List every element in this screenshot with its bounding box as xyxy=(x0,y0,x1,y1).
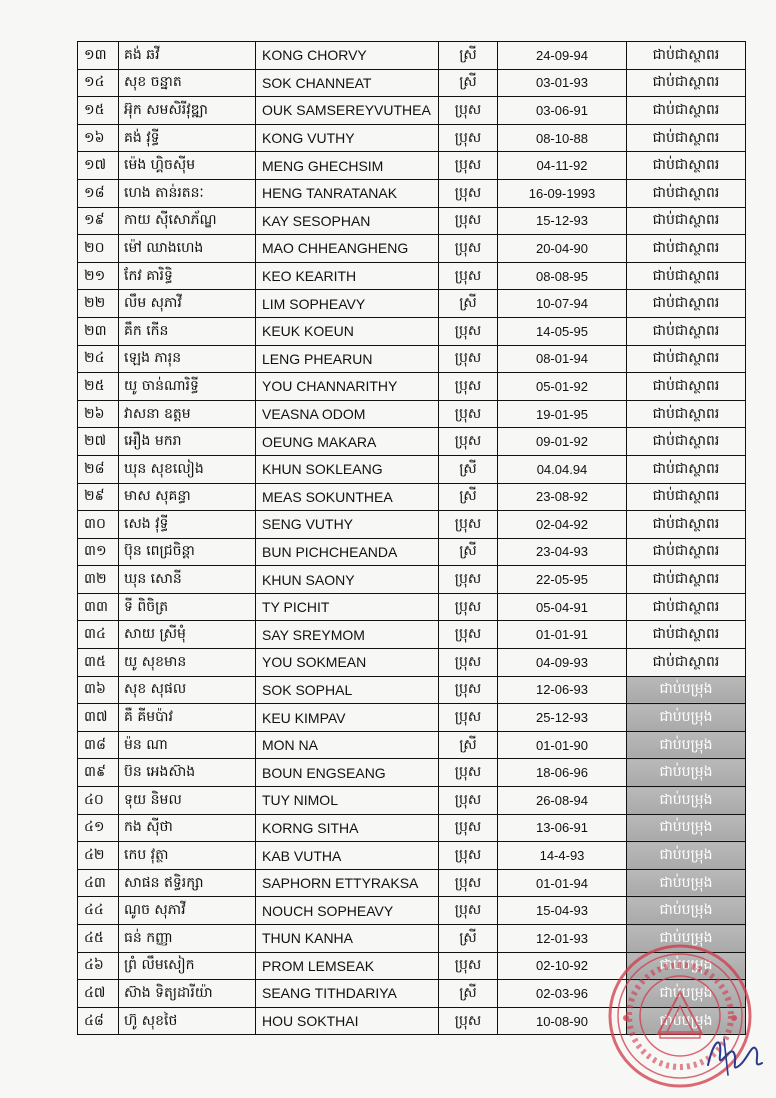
cell-khmer-name: ហេង តាន់រតនៈ xyxy=(119,179,256,207)
cell-khmer-name: សាយ ស្រីមុំ xyxy=(119,621,256,649)
cell-khmer-name: ទុយ និមល xyxy=(119,787,256,815)
cell-date-of-birth: 02-04-92 xyxy=(498,511,627,539)
table-row xyxy=(78,373,746,401)
cell-number: ៣៤ xyxy=(78,621,119,649)
cell-sex: ប្រុស xyxy=(439,952,498,980)
cell-latin-name: SAPHORN ETTYRAKSA xyxy=(256,869,439,897)
cell-number: ១៦ xyxy=(78,124,119,152)
table-row xyxy=(78,704,746,732)
cell-khmer-name: សាផន ឥទ្ធិរក្សា xyxy=(119,869,256,897)
cell-date-of-birth: 22-05-95 xyxy=(498,566,627,594)
cell-khmer-name: ធន់ កញ្ញា xyxy=(119,925,256,953)
cell-status: ជាប់ជាស្ថាពរ xyxy=(627,649,746,677)
table-row xyxy=(78,649,746,677)
cell-latin-name: KEU KIMPAV xyxy=(256,704,439,732)
table-row xyxy=(78,97,746,125)
cell-khmer-name: សុខ ចន្នាត xyxy=(119,69,256,97)
cell-latin-name: KONG VUTHY xyxy=(256,124,439,152)
table-row xyxy=(78,400,746,428)
cell-date-of-birth: 14-05-95 xyxy=(498,317,627,345)
cell-date-of-birth: 16-09-1993 xyxy=(498,179,627,207)
cell-date-of-birth: 03-01-93 xyxy=(498,69,627,97)
cell-status: ជាប់ជាស្ថាពរ xyxy=(627,290,746,318)
table-row xyxy=(78,317,746,345)
table-row xyxy=(78,566,746,594)
cell-latin-name: HENG TANRATANAK xyxy=(256,179,439,207)
cell-number: ២១ xyxy=(78,262,119,290)
cell-latin-name: TUY NIMOL xyxy=(256,787,439,815)
cell-latin-name: THUN KANHA xyxy=(256,925,439,953)
cell-khmer-name: ព្រំ លឹមសៀក xyxy=(119,952,256,980)
cell-number: ២៥ xyxy=(78,373,119,401)
cell-date-of-birth: 08-01-94 xyxy=(498,345,627,373)
cell-latin-name: KHUN SAONY xyxy=(256,566,439,594)
cell-date-of-birth: 15-12-93 xyxy=(498,207,627,235)
table-row xyxy=(78,262,746,290)
cell-number: ៣៣ xyxy=(78,593,119,621)
cell-latin-name: YOU CHANNARITHY xyxy=(256,373,439,401)
cell-khmer-name: ឃុន សុខលៀង xyxy=(119,455,256,483)
cell-status: ជាប់ជាស្ថាពរ xyxy=(627,262,746,290)
cell-number: ២៩ xyxy=(78,483,119,511)
cell-sex: ប្រុស xyxy=(439,759,498,787)
cell-latin-name: KORNG SITHA xyxy=(256,814,439,842)
cell-sex: ប្រុស xyxy=(439,179,498,207)
cell-number: ៤៨ xyxy=(78,1007,119,1035)
cell-sex: ប្រុស xyxy=(439,593,498,621)
cell-status: ជាប់ជាស្ថាពរ xyxy=(627,69,746,97)
cell-khmer-name: កេប វុត្ថា xyxy=(119,842,256,870)
cell-sex: ប្រុស xyxy=(439,428,498,456)
cell-khmer-name: គង់ ឆវី xyxy=(119,42,256,70)
cell-latin-name: MAO CHHEANGHENG xyxy=(256,235,439,263)
cell-khmer-name: វាសនា ឧត្តម xyxy=(119,400,256,428)
cell-date-of-birth: 08-08-95 xyxy=(498,262,627,290)
cell-khmer-name: លឹម សុភាវី xyxy=(119,290,256,318)
cell-date-of-birth: 08-10-88 xyxy=(498,124,627,152)
cell-latin-name: LIM SOPHEAVY xyxy=(256,290,439,318)
cell-date-of-birth: 25-12-93 xyxy=(498,704,627,732)
cell-khmer-name: ណូច សុភាវី xyxy=(119,897,256,925)
cell-date-of-birth: 23-08-92 xyxy=(498,483,627,511)
cell-date-of-birth: 05-04-91 xyxy=(498,593,627,621)
cell-number: ៤៦ xyxy=(78,952,119,980)
cell-latin-name: BOUN ENGSEANG xyxy=(256,759,439,787)
cell-khmer-name: កាយ ស៊ីសោភ័ណ្ឌ xyxy=(119,207,256,235)
results-table-body xyxy=(78,42,746,1035)
cell-khmer-name: ស៊ាង ទិត្យដារីយ៉ា xyxy=(119,980,256,1008)
cell-status: ជាប់បម្រុង xyxy=(627,704,746,732)
cell-date-of-birth: 26-08-94 xyxy=(498,787,627,815)
cell-number: ៣១ xyxy=(78,538,119,566)
cell-date-of-birth: 15-04-93 xyxy=(498,897,627,925)
cell-number: ៣៧ xyxy=(78,704,119,732)
cell-sex: ស្រី xyxy=(439,925,498,953)
cell-sex: ប្រុស xyxy=(439,373,498,401)
cell-sex: ប្រុស xyxy=(439,345,498,373)
cell-date-of-birth: 03-06-91 xyxy=(498,97,627,125)
cell-khmer-name: ទី ពិចិត្រ xyxy=(119,593,256,621)
table-row xyxy=(78,593,746,621)
table-row xyxy=(78,483,746,511)
cell-latin-name: VEASNA ODOM xyxy=(256,400,439,428)
cell-status: ជាប់ជាស្ថាពរ xyxy=(627,566,746,594)
cell-latin-name: SEANG TITHDARIYA xyxy=(256,980,439,1008)
cell-number: ១៩ xyxy=(78,207,119,235)
cell-latin-name: HOU SOKTHAI xyxy=(256,1007,439,1035)
cell-status: ជាប់បម្រុង xyxy=(627,869,746,897)
cell-number: ២០ xyxy=(78,235,119,263)
cell-date-of-birth: 13-06-91 xyxy=(498,814,627,842)
cell-number: ២៤ xyxy=(78,345,119,373)
cell-latin-name: OUK SAMSEREYVUTHEA xyxy=(256,97,439,125)
cell-khmer-name: ឃុន សោនី xyxy=(119,566,256,594)
cell-status: ជាប់បម្រុង xyxy=(627,731,746,759)
results-table xyxy=(77,41,746,1035)
cell-latin-name: SOK SOPHAL xyxy=(256,676,439,704)
cell-status: ជាប់ជាស្ថាពរ xyxy=(627,317,746,345)
cell-status: ជាប់បម្រុង xyxy=(627,787,746,815)
cell-number: ៣២ xyxy=(78,566,119,594)
cell-latin-name: NOUCH SOPHEAVY xyxy=(256,897,439,925)
cell-sex: ប្រុស xyxy=(439,897,498,925)
table-row xyxy=(78,787,746,815)
cell-date-of-birth: 04-09-93 xyxy=(498,649,627,677)
cell-latin-name: TY PICHIT xyxy=(256,593,439,621)
table-row xyxy=(78,124,746,152)
cell-latin-name: YOU SOKMEAN xyxy=(256,649,439,677)
cell-status: ជាប់បម្រុង xyxy=(627,814,746,842)
cell-status: ជាប់បម្រុង xyxy=(627,980,746,1008)
cell-status: ជាប់ជាស្ថាពរ xyxy=(627,511,746,539)
cell-sex: ប្រុស xyxy=(439,842,498,870)
cell-sex: ប្រុស xyxy=(439,262,498,290)
table-row xyxy=(78,455,746,483)
cell-number: ១៤ xyxy=(78,69,119,97)
cell-sex: ប្រុស xyxy=(439,235,498,263)
cell-khmer-name: កែវ គារិទ្ធិ xyxy=(119,262,256,290)
cell-number: ៣៨ xyxy=(78,731,119,759)
cell-sex: ប្រុស xyxy=(439,787,498,815)
cell-sex: ស្រី xyxy=(439,731,498,759)
cell-khmer-name: ហ៊ូ សុខថៃ xyxy=(119,1007,256,1035)
cell-sex: ប្រុស xyxy=(439,207,498,235)
cell-status: ជាប់ជាស្ថាពរ xyxy=(627,483,746,511)
cell-status: ជាប់ជាស្ថាពរ xyxy=(627,455,746,483)
cell-number: ៤៣ xyxy=(78,869,119,897)
cell-sex: ប្រុស xyxy=(439,869,498,897)
cell-date-of-birth: 24-09-94 xyxy=(498,42,627,70)
cell-number: ៣៥ xyxy=(78,649,119,677)
cell-sex: ប្រុស xyxy=(439,621,498,649)
table-row xyxy=(78,538,746,566)
cell-status: ជាប់បម្រុង xyxy=(627,676,746,704)
cell-khmer-name: គង់ វុទ្ធី xyxy=(119,124,256,152)
cell-latin-name: MENG GHECHSIM xyxy=(256,152,439,180)
table-row xyxy=(78,69,746,97)
cell-sex: ប្រុស xyxy=(439,704,498,732)
cell-status: ជាប់ជាស្ថាពរ xyxy=(627,207,746,235)
cell-number: ២៦ xyxy=(78,400,119,428)
cell-status: ជាប់ជាស្ថាពរ xyxy=(627,345,746,373)
cell-latin-name: OEUNG MAKARA xyxy=(256,428,439,456)
cell-date-of-birth: 23-04-93 xyxy=(498,538,627,566)
cell-status: ជាប់ជាស្ថាពរ xyxy=(627,621,746,649)
cell-sex: ប្រុស xyxy=(439,814,498,842)
cell-latin-name: PROM LEMSEAK xyxy=(256,952,439,980)
table-row xyxy=(78,731,746,759)
cell-number: ៤៥ xyxy=(78,925,119,953)
cell-status: ជាប់ជាស្ថាពរ xyxy=(627,400,746,428)
cell-date-of-birth: 18-06-96 xyxy=(498,759,627,787)
cell-date-of-birth: 10-07-94 xyxy=(498,290,627,318)
cell-khmer-name: ម៉ៅ ឈាងហេង xyxy=(119,235,256,263)
cell-latin-name: MEAS SOKUNTHEA xyxy=(256,483,439,511)
cell-sex: ប្រុស xyxy=(439,124,498,152)
cell-sex: ស្រី xyxy=(439,980,498,1008)
cell-date-of-birth: 05-01-92 xyxy=(498,373,627,401)
cell-sex: ប្រុស xyxy=(439,649,498,677)
cell-latin-name: MON NA xyxy=(256,731,439,759)
cell-date-of-birth: 19-01-95 xyxy=(498,400,627,428)
cell-sex: ប្រុស xyxy=(439,152,498,180)
cell-number: ៤២ xyxy=(78,842,119,870)
cell-khmer-name: គឺ គីមប៉ាវ xyxy=(119,704,256,732)
table-row xyxy=(78,676,746,704)
cell-sex: ប្រុស xyxy=(439,317,498,345)
cell-khmer-name: មាស សុគន្ធា xyxy=(119,483,256,511)
table-row xyxy=(78,345,746,373)
cell-khmer-name: យូ សុខមាន xyxy=(119,649,256,677)
cell-number: ២៣ xyxy=(78,317,119,345)
cell-khmer-name: ម៉េង ហ្គិចស៊ីម xyxy=(119,152,256,180)
cell-sex: ស្រី xyxy=(439,69,498,97)
cell-number: ៤១ xyxy=(78,814,119,842)
cell-sex: ស្រី xyxy=(439,483,498,511)
table-row xyxy=(78,290,746,318)
cell-khmer-name: សេង វុទ្ធី xyxy=(119,511,256,539)
table-row xyxy=(78,869,746,897)
cell-status: ជាប់ជាស្ថាពរ xyxy=(627,428,746,456)
cell-sex: ស្រី xyxy=(439,538,498,566)
table-row xyxy=(78,621,746,649)
table-row xyxy=(78,814,746,842)
cell-date-of-birth: 02-03-96 xyxy=(498,980,627,1008)
cell-latin-name: KEUK KOEUN xyxy=(256,317,439,345)
cell-status: ជាប់បម្រុង xyxy=(627,1007,746,1035)
table-row xyxy=(78,207,746,235)
cell-latin-name: SOK CHANNEAT xyxy=(256,69,439,97)
cell-latin-name: LENG PHEARUN xyxy=(256,345,439,373)
cell-khmer-name: សុខ សុផល xyxy=(119,676,256,704)
table-row xyxy=(78,235,746,263)
cell-khmer-name: យូ ចាន់ណារិទ្ធី xyxy=(119,373,256,401)
table-row xyxy=(78,842,746,870)
cell-status: ជាប់ជាស្ថាពរ xyxy=(627,593,746,621)
cell-sex: ប្រុស xyxy=(439,1007,498,1035)
cell-date-of-birth: 04-11-92 xyxy=(498,152,627,180)
cell-khmer-name: ឡេង ភារុន xyxy=(119,345,256,373)
cell-status: ជាប់ជាស្ថាពរ xyxy=(627,179,746,207)
cell-number: ៤៤ xyxy=(78,897,119,925)
cell-date-of-birth: 01-01-90 xyxy=(498,731,627,759)
cell-latin-name: KEO KEARITH xyxy=(256,262,439,290)
cell-status: ជាប់ជាស្ថាពរ xyxy=(627,124,746,152)
cell-status: ជាប់ជាស្ថាពរ xyxy=(627,538,746,566)
cell-number: ២២ xyxy=(78,290,119,318)
cell-date-of-birth: 09-01-92 xyxy=(498,428,627,456)
cell-status: ជាប់បម្រុង xyxy=(627,897,746,925)
cell-latin-name: SENG VUTHY xyxy=(256,511,439,539)
cell-date-of-birth: 12-01-93 xyxy=(498,925,627,953)
cell-khmer-name: ម៉ន ណា xyxy=(119,731,256,759)
cell-khmer-name: អ៊ុក សមសិរីវុឌ្ឍា xyxy=(119,97,256,125)
cell-number: ៣០ xyxy=(78,511,119,539)
table-row xyxy=(78,428,746,456)
cell-sex: ប្រុស xyxy=(439,566,498,594)
table-row xyxy=(78,179,746,207)
cell-latin-name: KHUN SOKLEANG xyxy=(256,455,439,483)
cell-number: ២៨ xyxy=(78,455,119,483)
cell-status: ជាប់បម្រុង xyxy=(627,925,746,953)
cell-sex: ស្រី xyxy=(439,290,498,318)
cell-khmer-name: អឿង មករា xyxy=(119,428,256,456)
cell-date-of-birth: 12-06-93 xyxy=(498,676,627,704)
cell-date-of-birth: 14-4-93 xyxy=(498,842,627,870)
cell-number: ១៥ xyxy=(78,97,119,125)
cell-date-of-birth: 04.04.94 xyxy=(498,455,627,483)
cell-sex: ប្រុស xyxy=(439,400,498,428)
cell-latin-name: SAY SREYMOM xyxy=(256,621,439,649)
cell-sex: ប្រុស xyxy=(439,511,498,539)
table-row xyxy=(78,42,746,70)
table-row xyxy=(78,759,746,787)
cell-latin-name: KONG CHORVY xyxy=(256,42,439,70)
cell-number: ៤០ xyxy=(78,787,119,815)
cell-sex: ស្រី xyxy=(439,455,498,483)
cell-khmer-name: ប៊ុន ពេជ្រចិន្តា xyxy=(119,538,256,566)
cell-status: ជាប់ជាស្ថាពរ xyxy=(627,152,746,180)
cell-status: ជាប់បម្រុង xyxy=(627,952,746,980)
cell-number: ១៧ xyxy=(78,152,119,180)
cell-latin-name: KAB VUTHA xyxy=(256,842,439,870)
cell-date-of-birth: 01-01-94 xyxy=(498,869,627,897)
cell-khmer-name: គឹក កើន xyxy=(119,317,256,345)
cell-number: ៣៩ xyxy=(78,759,119,787)
cell-status: ជាប់ជាស្ថាពរ xyxy=(627,42,746,70)
cell-khmer-name: កង ស៊ីថា xyxy=(119,814,256,842)
cell-number: ៣៦ xyxy=(78,676,119,704)
cell-status: ជាប់ជាស្ថាពរ xyxy=(627,97,746,125)
cell-date-of-birth: 02-10-92 xyxy=(498,952,627,980)
cell-date-of-birth: 20-04-90 xyxy=(498,235,627,263)
cell-status: ជាប់បម្រុង xyxy=(627,842,746,870)
cell-sex: ស្រី xyxy=(439,42,498,70)
table-row xyxy=(78,152,746,180)
signature xyxy=(700,1025,770,1085)
cell-status: ជាប់ជាស្ថាពរ xyxy=(627,373,746,401)
table-row xyxy=(78,897,746,925)
table-row xyxy=(78,511,746,539)
cell-number: ១៨ xyxy=(78,179,119,207)
cell-status: ជាប់ជាស្ថាពរ xyxy=(627,235,746,263)
cell-number: ៤៧ xyxy=(78,980,119,1008)
cell-status: ជាប់បម្រុង xyxy=(627,759,746,787)
cell-date-of-birth: 01-01-91 xyxy=(498,621,627,649)
cell-latin-name: KAY SESOPHAN xyxy=(256,207,439,235)
cell-sex: ប្រុស xyxy=(439,97,498,125)
cell-sex: ប្រុស xyxy=(439,676,498,704)
cell-date-of-birth: 10-08-90 xyxy=(498,1007,627,1035)
cell-latin-name: BUN PICHCHEANDA xyxy=(256,538,439,566)
cell-number: ១៣ xyxy=(78,42,119,70)
cell-number: ២៧ xyxy=(78,428,119,456)
cell-khmer-name: ប៊ន អេងស៊ាង xyxy=(119,759,256,787)
